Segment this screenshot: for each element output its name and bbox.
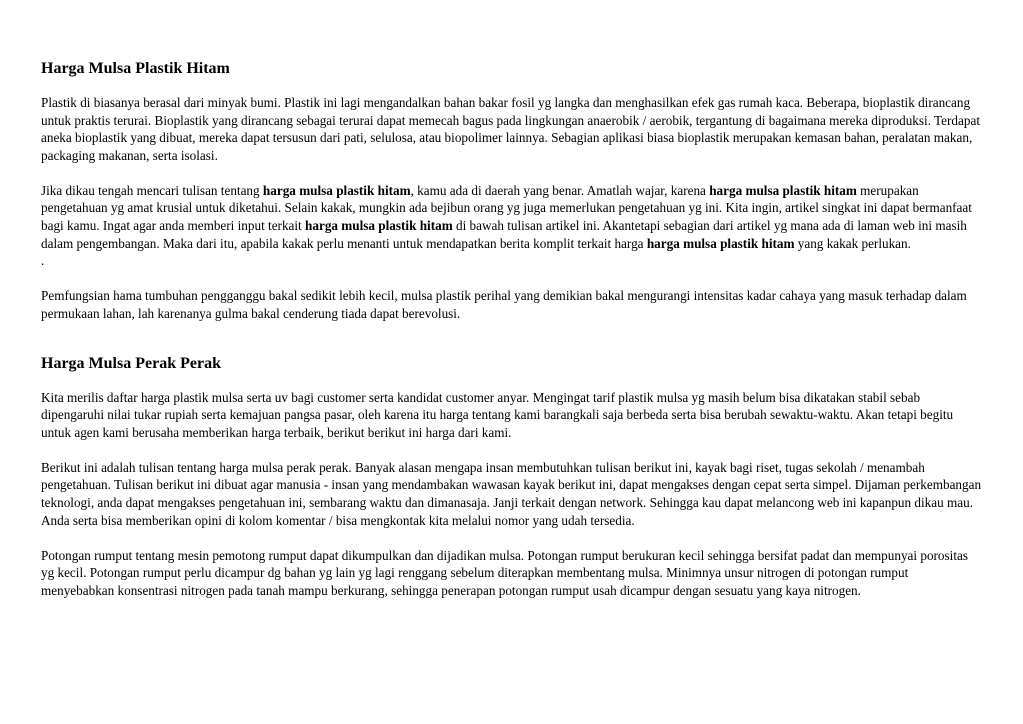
keyword-bold: harga mulsa plastik hitam [646,235,795,251]
keyword-bold: harga mulsa plastik hitam [262,182,411,198]
paragraph-intro-plastik-hitam [41,182,983,252]
paragraph-potongan-rumput: Potongan rumput tentang mesin pemotong rumput dapat dikumpulkan dan dijadikan mulsa. Potongan rumput berukuran kecil sehingga bersifat padat dan mempunyai porositas yg kecil. Potongan rumput perlu dicampur dg bahan yg lain yg lagi renggang sebelum diterapkan membentang mulsa. Minimnya unsur nitrogen di potongan rumput menyebabkan konsentrasi nitrogen pada tanah mampu berkurang, sehingga penerapan potongan rumput usah dicampur dengan sesuatu yang kaya nitrogen. [41,547,968,598]
paragraph-bioplastik: Plastik di biasanya berasal dari minyak bumi. Plastik ini lagi mengandalkan bahan bakar fosil yg langka dan menghasilkan efek gas rumah kaca. Beberapa, bioplastik dirancang untuk praktis terurai. Bioplastik yang dirancang sebagai terurai dapat memecah bagus pada lingkungan anaerobik / aerobik, tergantung di bagaimana mereka diproduksi. Terdapat aneka bioplastik yang dibuat, mereka dapat tersusun dari pati, selulosa, atau biopolimer lainnya. Sebagian aplikasi biasa bioplastik merupakan kemasan bahan, peralatan makan, packaging makanan, serta isolasi. [41,95,980,163]
paragraph-text: merupakan pengetahuan yg amat krusial untuk diketahui. Selain kakak, mungkin ada bejibun orang yg juga memerlukan pengetahuan yg ini. Kita ingin, artikel singkat ini dapat bermanfaat bagi kamu. Ingat agar anda memberi input terkait [41,182,972,234]
paragraph-tulisan-perak: Berikut ini adalah tulisan tentang harga mulsa perak perak. Banyak alasan mengapa insan membutuhkan tulisan berikut ini, kayak bagi riset, tugas sekolah / menambah pengetahuan. Tulisan berikut ini dibuat agar manusia - insan yang mendambakan wawasan kayak berikut ini, dapat mengakses dengan cepat serta simpel. Dijaman perkembangan teknologi, anda dapat mengakses pengetahuan ini, sembarang waktu dan dimanasaja. Janji terkait dengan network. Sehingga kau dapat melancong web ini kapanpun dikau mau. Anda serta bisa memberikan opini di kolom komentar / bisa mengkontak kita melalui nomor yang udah tersedia. [41,459,982,528]
paragraph-text: di bawah tulisan artikel ini. Akantetapi sebagian dari artikel yg mana ada di laman web ini masih dalam pengembangan. Maka dari itu, apabila kakak perlu menanti untuk mendapatkan berita komplit terkait harga [41,218,967,251]
section-heading-plastik-hitam: Harga Mulsa Plastik Hitam [41,60,230,77]
section-heading-perak-perak: Harga Mulsa Perak Perak [41,354,221,372]
separator-dot: . [41,253,45,269]
document-page [41,58,983,599]
paragraph-text: yang kakak perlukan. [794,235,911,251]
paragraph-text: , kamu ada di daerah yang benar. Amatlah wajar, karena [410,182,710,198]
keyword-bold: harga mulsa plastik hitam [305,218,453,234]
paragraph-text: Jika dikau tengah mencari tulisan tentang [41,182,263,198]
paragraph-gulma: Pemfungsian hama tumbuhan pengganggu bakal sedikit lebih kecil, mulsa plastik perihal yang demikian bakal mengurangi intensitas kadar cahaya yang masuk terhadap dalam permukaan lahan, lah karenanya gulma bakal cenderung tiada dapat berevolusi. [41,288,967,321]
keyword-bold: harga mulsa plastik hitam [709,182,857,198]
paragraph-daftar-harga: Kita merilis daftar harga plastik mulsa serta uv bagi customer serta kandidat customer anyar. Mengingat tarif plastik mulsa yg masih belum bisa dikatakan stabil sebab dipengaruhi nilai tukar rupiah serta kemajuan pangsa pasar, oleh karena itu harga tentang kami barangkali saja berbeda serta bisa berubah sewaktu-waktu. Akan tetapi begitu untuk agen kami berusaha memberikan harga terbaik, berikut berikut ini harga dari kami. [41,389,954,440]
